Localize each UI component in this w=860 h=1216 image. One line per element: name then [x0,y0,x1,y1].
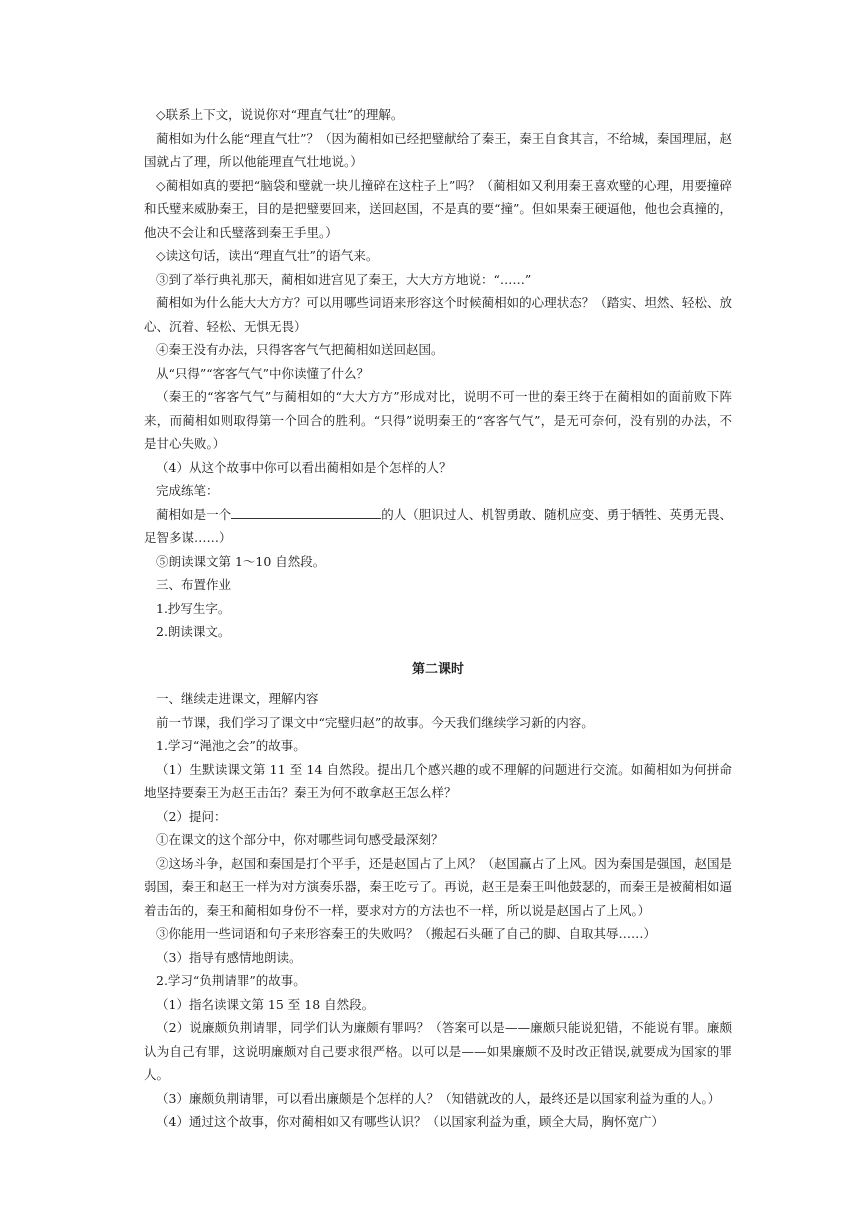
paragraph: ③到了举行典礼那天，蔺相如进宫见了秦王，大大方方地说：“……” [156,271,532,287]
fill-in-before: 蔺相如是一个 [156,506,232,522]
paragraph: ④秦王没有办法，只得客客气气把蔺相如送回赵国。 [156,342,444,357]
paragraph: 1.抄写生字。 [156,600,231,616]
document-body [144,103,732,1134]
paragraph: 前一节课，我们学习了课文中“完璧归赵”的故事。今天我们继续学习新的内容。 [156,714,594,730]
paragraph: ◇蔺相如真的要把“脑袋和璧就一块儿撞碎在这柱子上”吗？（蔺相如又利用秦王喜欢璧的心理，用要撞碎和氏璧来威胁秦王，目的是把璧要回来，送回赵国，不是真的要“撞”。但如果秦王硬逼他，他也会真撞的，他决不会让和氏璧落到秦王手里。） [144,177,732,240]
paragraph: （4）从这个故事中你可以看出蔺相如是个怎样的人？ [156,459,452,475]
fill-in-blank [231,504,381,519]
paragraph: （3）廉颇负荆请罪，可以看出廉颇是个怎样的人？（知错就改的人，最终还是以国家利益为重的人。） [156,1090,721,1106]
paragraph: （1）生默读课文第 11 至 14 自然段。提出几个感兴趣的或不理解的问题进行交流。如蔺相如为何拼命地坚持要秦王为赵王击缶？秦王为何不敢拿赵王怎么样？ [144,761,732,800]
paragraph: （3）指导有感情地朗读。 [156,949,302,965]
paragraph: ①在课文的这个部分中，你对哪些词句感受最深刻？ [156,832,444,847]
paragraph: 从“只得”“客客气气”中你读懂了什么？ [156,365,370,381]
paragraph: 蔺相如为什么能大大方方？可以用哪些词语来形容这个时候蔺相如的心理状态？（踏实、坦然、轻松、放心、沉着、轻松、无惧无畏） [144,295,732,334]
section-title: 第二课时 [411,661,464,677]
paragraph: 2.朗读课文。 [156,624,231,639]
paragraph: 1.学习“渑池之会”的故事。 [156,738,306,753]
paragraph: ◇读这句话，读出“理直气壮”的语气来。 [156,248,379,263]
paragraph: 完成练笔： [156,483,219,498]
paragraph: ③你能用一些词语和句子来形容秦王的失败吗？（搬起石头砸了自己的脚、自取其辱……） [156,926,657,941]
paragraph: ②这场斗争，赵国和秦国是打个平手，还是赵国占了上风？（赵国赢占了上风。因为秦国是强国，赵国是弱国，秦王和赵王一样为对方演奏乐器，秦王吃亏了。再说，赵王是秦王叫他鼓瑟的，而秦王是被蔺相如逼着击缶的，秦王和蔺相如身份不一样，要求对方的方法也不一样，所以说是赵国占了上风。） [144,855,732,918]
paragraph: 蔺相如为什么能“理直气壮”？（因为蔺相如已经把璧献给了秦王，秦王自食其言，不给城，秦国理屈，赵国就占了理，所以他能理直气壮地说。） [144,130,732,169]
paragraph: ◇联系上下文，说说你对“理直气壮”的理解。 [156,107,404,122]
paragraph: （1）指名读课文第 15 至 18 自然段。 [156,996,375,1012]
paragraph: （秦王的“客客气气”与蔺相如的“大大方方”形成对比，说明不可一世的秦王终于在蔺相如的面前败下阵来，而蔺相如则取得第一个回合的胜利。“只得”说明秦王的“客客气气”，是无可奈何，没有别的办法，不是甘心失败。） [144,389,732,451]
paragraph: 三、布置作业 [156,577,232,592]
fill-in-sentence [144,503,732,550]
paragraph: ⑤朗读课文第 1～10 自然段。 [156,553,326,569]
fill-in-after: 的人（胆识过人、机智勇敢、随机应变、勇于牺牲、英勇无畏、足智多谋……） [144,506,732,545]
paragraph: （2）提问： [156,808,227,824]
paragraph: （4）通过这个故事，你对蔺相如又有哪些认识？（以国家利益为重，顾全大局，胸怀宽广） [156,1114,664,1129]
paragraph: 2.学习“负荆请罪”的故事。 [156,973,306,988]
paragraph: （2）说廉颇负荆请罪，同学们认为廉颇有罪吗？（答案可以是——廉颇只能说犯错，不能说有罪。廉颇认为自己有罪，这说明廉颇对自己要求很严格。以可以是——如果廉颇不及时改正错误,就要成为国家的罪人。 [144,1020,732,1082]
paragraph: 一、继续走进课文，理解内容 [156,691,319,706]
